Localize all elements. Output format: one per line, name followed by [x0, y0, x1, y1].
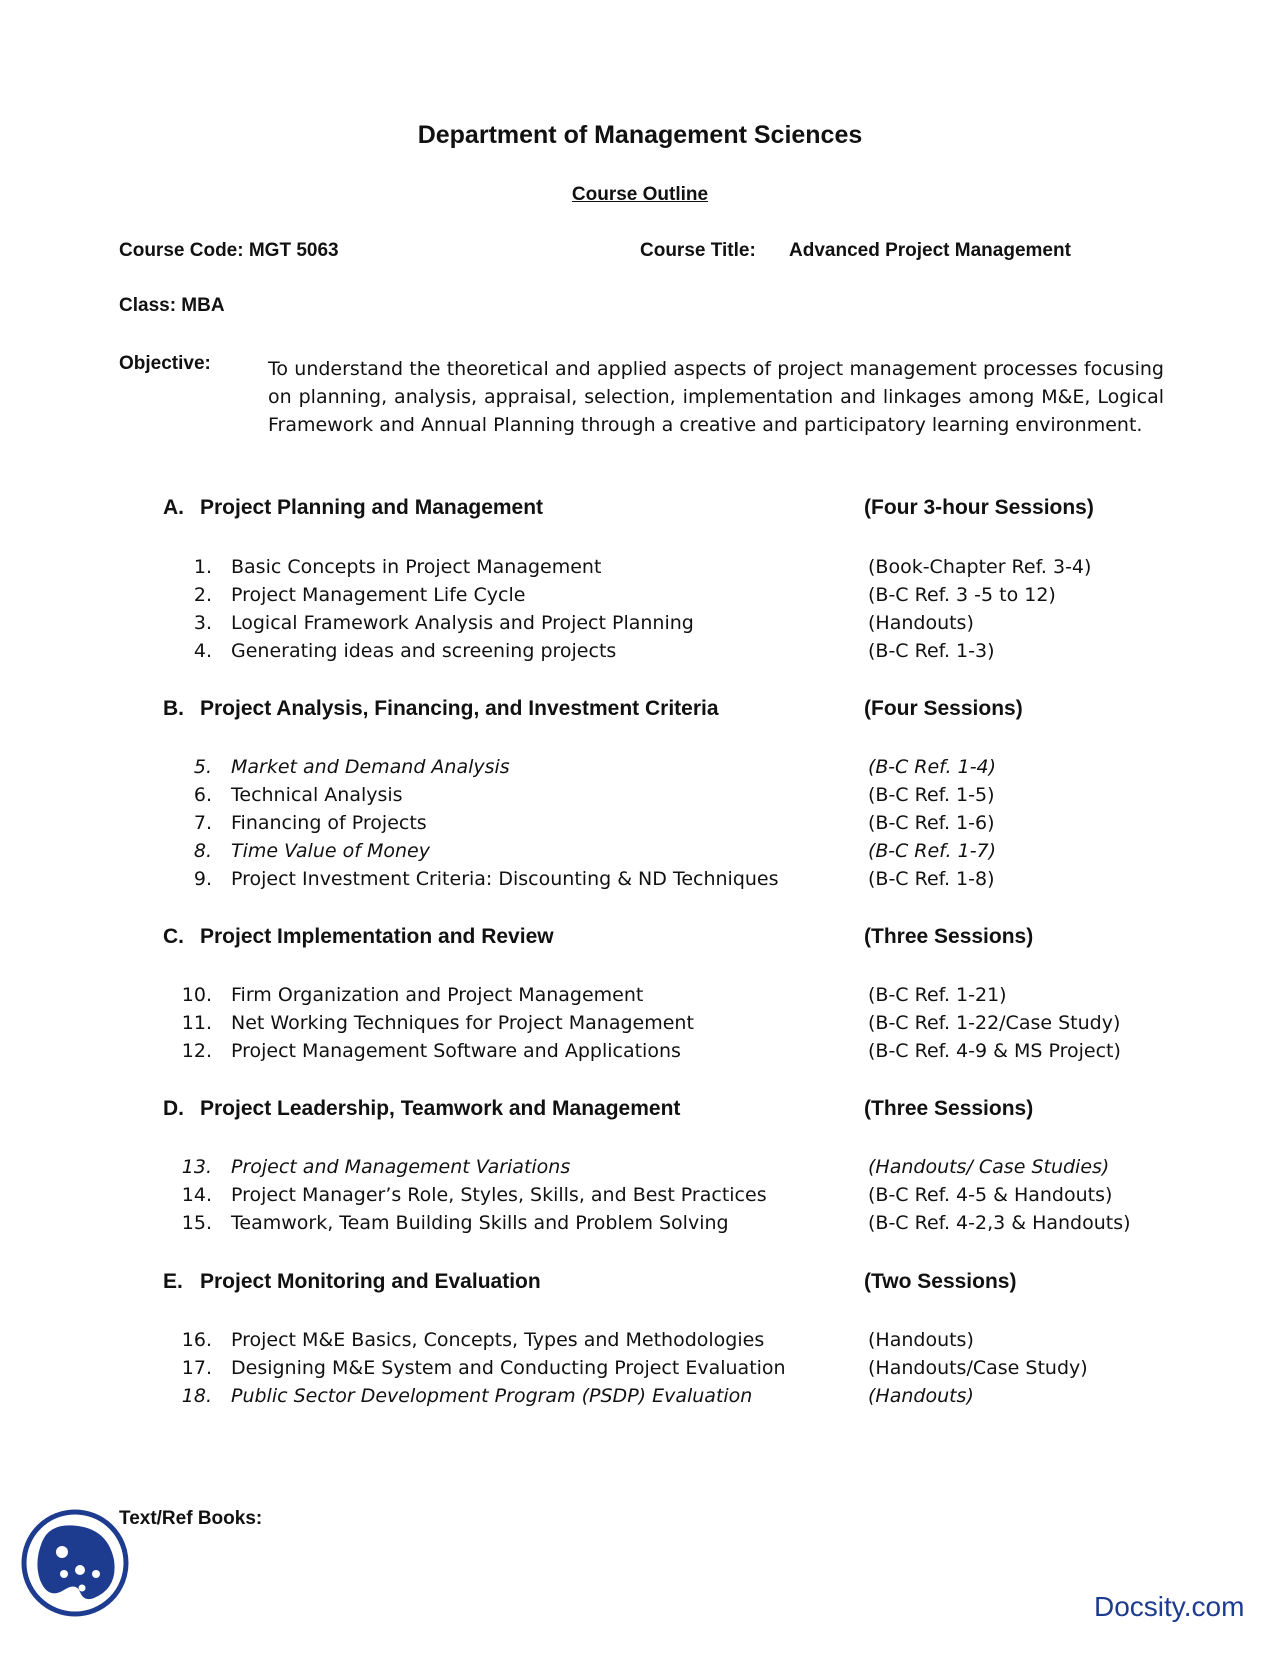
- item-number: 6.: [193, 784, 212, 806]
- item-ref: (B-C Ref. 1-4): [868, 756, 997, 778]
- course-code: Course Code: MGT 5063: [119, 240, 339, 261]
- item-number: 5.: [193, 756, 212, 778]
- item-number: 8.: [193, 840, 212, 862]
- course-title-value: Advanced Project Management: [789, 240, 1071, 261]
- item-text: Market and Demand Analysis: [231, 756, 510, 778]
- item-ref: (B-C Ref. 1-22/Case Study): [868, 1012, 1121, 1034]
- item-text: Teamwork, Team Building Skills and Problem Solving: [231, 1212, 729, 1234]
- item-number: 9.: [193, 868, 212, 890]
- item-number: 17.: [181, 1357, 212, 1379]
- item-ref: (Handouts): [868, 1385, 974, 1407]
- section-e-letter: E.: [163, 1270, 183, 1293]
- item-ref: (B-C Ref. 4-5 & Handouts): [868, 1184, 1113, 1206]
- item-ref: (Handouts): [868, 1329, 974, 1351]
- class-label: Class: MBA: [119, 295, 225, 316]
- item-text: Time Value of Money: [231, 840, 430, 862]
- item-number: 10.: [181, 984, 212, 1006]
- section-d-letter: D.: [163, 1097, 184, 1120]
- item-text: Public Sector Development Program (PSDP) Evaluation: [231, 1385, 753, 1407]
- objective-label: Objective:: [119, 353, 211, 374]
- section-d-title: Project Leadership, Teamwork and Management: [200, 1097, 681, 1120]
- item-text: Logical Framework Analysis and Project Planning: [231, 612, 694, 634]
- item-number: 18.: [181, 1385, 212, 1407]
- item-number: 15.: [181, 1212, 212, 1234]
- course-outline-heading: [0, 184, 1280, 206]
- item-ref: (Handouts/ Case Studies): [868, 1156, 1110, 1178]
- section-a-title: Project Planning and Management: [200, 496, 544, 519]
- section-c-letter: C.: [163, 925, 184, 948]
- docsity-logo-icon: [20, 1508, 130, 1618]
- section-a-letter: A.: [163, 496, 184, 519]
- item-text: Project Manager’s Role, Styles, Skills, and Best Practices: [231, 1184, 767, 1206]
- item-text: Project M&E Basics, Concepts, Types and Methodologies: [231, 1329, 765, 1351]
- item-ref: (B-C Ref. 3 -5 to 12): [868, 584, 1056, 606]
- item-number: 2.: [193, 584, 212, 606]
- section-a-sessions: (Four 3-hour Sessions): [864, 496, 1094, 519]
- item-number: 16.: [181, 1329, 212, 1351]
- item-ref: (B-C Ref. 4-9 & MS Project): [868, 1040, 1121, 1062]
- section-e-title: Project Monitoring and Evaluation: [200, 1270, 541, 1293]
- item-text: Project and Management Variations: [231, 1156, 571, 1178]
- section-e-sessions: (Two Sessions): [864, 1270, 1017, 1293]
- item-number: 4.: [193, 640, 212, 662]
- item-number: 3.: [193, 612, 212, 634]
- item-text: Project Investment Criteria: Discounting & ND Techniques: [231, 868, 779, 890]
- section-c-sessions: (Three Sessions): [864, 925, 1034, 948]
- section-d-sessions: (Three Sessions): [864, 1097, 1034, 1120]
- item-number: 13.: [181, 1156, 212, 1178]
- docsity-brand[interactable]: Docsity.com: [1094, 1591, 1245, 1622]
- item-text: Firm Organization and Project Management: [231, 984, 644, 1006]
- item-text: Net Working Techniques for Project Management: [231, 1012, 694, 1034]
- item-ref: (B-C Ref. 1-8): [868, 868, 995, 890]
- item-ref: (B-C Ref. 1-3): [868, 640, 995, 662]
- item-number: 12.: [181, 1040, 212, 1062]
- item-ref: (B-C Ref. 1-7): [868, 840, 997, 862]
- section-b-sessions: (Four Sessions): [864, 697, 1023, 720]
- text-ref-books-label: Text/Ref Books:: [119, 1508, 263, 1529]
- course-title-label: Course Title:: [640, 240, 756, 261]
- item-text: Designing M&E System and Conducting Project Evaluation: [231, 1357, 786, 1379]
- item-ref: (B-C Ref. 4-2,3 & Handouts): [868, 1212, 1131, 1234]
- item-text: Financing of Projects: [231, 812, 427, 834]
- item-ref: (B-C Ref. 1-21): [868, 984, 1007, 1006]
- item-ref: (B-C Ref. 1-6): [868, 812, 995, 834]
- item-text: Technical Analysis: [231, 784, 403, 806]
- item-text: Project Management Life Cycle: [231, 584, 526, 606]
- section-c-title: Project Implementation and Review: [200, 925, 554, 948]
- item-ref: (B-C Ref. 1-5): [868, 784, 995, 806]
- item-number: 11.: [181, 1012, 212, 1034]
- section-b-title: Project Analysis, Financing, and Investment Criteria: [200, 697, 719, 720]
- objective-text: To understand the theoretical and applied aspects of project management processes focusing on planning, analysis, appraisal, selection, implementation and linkages among M&E, Logical Framework and Annual Planning through a creative and participatory learning environment.: [268, 358, 1164, 436]
- item-number: 14.: [181, 1184, 212, 1206]
- item-text: Basic Concepts in Project Management: [231, 556, 602, 578]
- item-text: Project Management Software and Applications: [231, 1040, 681, 1062]
- item-ref: (Handouts/Case Study): [868, 1357, 1088, 1379]
- course-outline-text: Course Outline: [571, 184, 709, 205]
- item-text: Generating ideas and screening projects: [231, 640, 617, 662]
- item-ref: (Book-Chapter Ref. 3-4): [868, 556, 1092, 578]
- section-b-letter: B.: [163, 697, 184, 720]
- item-number: 7.: [193, 812, 212, 834]
- item-ref: (Handouts): [868, 612, 974, 634]
- item-number: 1.: [193, 556, 212, 578]
- department-title: Department of Management Sciences: [417, 121, 863, 149]
